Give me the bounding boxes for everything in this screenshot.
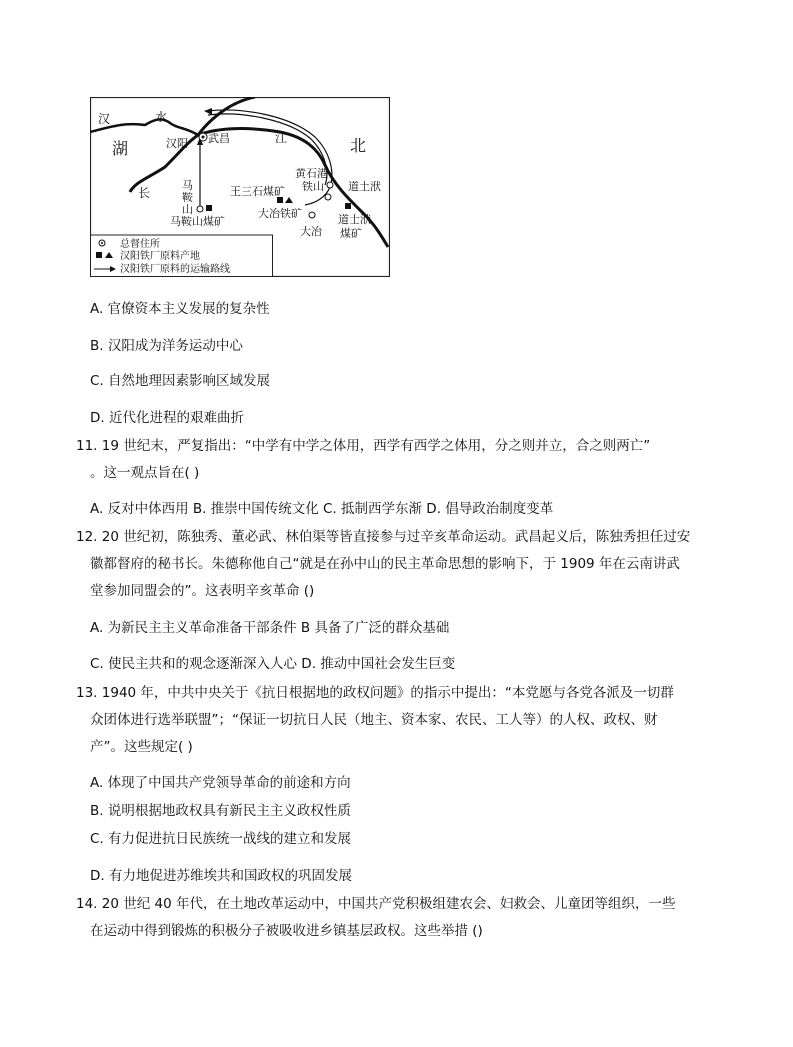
q14-stem-line2: 在运动中得到锻炼的积极分子被吸收进乡镇基层政权。这些举措 () bbox=[90, 923, 483, 939]
label-an: 鞍 bbox=[182, 191, 193, 204]
q12-stem-line1: 12. 20 世纪初，陈独秀、董必武、林伯渠等皆直接参与过辛亥革命运动。武昌起义后，陈独秀担任过安 bbox=[76, 529, 691, 545]
q13-option-a: A. 体现了中国共产党领导革命的前途和方向 bbox=[90, 775, 351, 791]
label-daotuqi-mine-2: 煤矿 bbox=[340, 227, 362, 240]
route-arrow-2 bbox=[204, 108, 212, 115]
q11-stem-line2: 。这一观点旨在( ) bbox=[90, 465, 200, 481]
label-maanshan-mine: 马鞍山煤矿 bbox=[170, 215, 225, 228]
map-figure bbox=[90, 97, 390, 277]
label-daotuqi: 道土洑 bbox=[348, 180, 381, 193]
label-shan: 山 bbox=[182, 203, 193, 216]
label-daye-tiekuang: 大冶铁矿 bbox=[258, 207, 302, 220]
q13-stem-line3: 产”。这些规定( ) bbox=[90, 739, 193, 755]
q13-option-d: D. 有力地促进苏维埃共和国政权的巩固发展 bbox=[90, 868, 352, 884]
maanshan-mine-marker bbox=[206, 205, 212, 211]
daotuqi-marker bbox=[325, 194, 331, 200]
q10-option-c: C. 自然地理因素影响区域发展 bbox=[90, 373, 271, 389]
q10-option-a: A. 官僚资本主义发展的复杂性 bbox=[90, 301, 270, 317]
label-huangshigang: 黄石港 bbox=[295, 167, 328, 180]
maanshan-marker bbox=[197, 206, 203, 212]
label-hanyang: 汉阳 bbox=[166, 137, 188, 150]
legend-route-label: 汉阳铁厂原料的运输路线 bbox=[120, 264, 230, 275]
q12-stem-line2: 徽都督府的秘书长。朱德称他自己“就是在孙中山的民主革命思想的影响下，于 1909 年在云南讲武 bbox=[90, 556, 680, 572]
label-jiang: 江 bbox=[275, 131, 288, 145]
label-wuchang: 武昌 bbox=[208, 132, 230, 145]
q11-stem-line1: 11. 19 世纪末，严复指出：“中学有中学之体用，西学有西学之体用，分之则并立，合之则两亡” bbox=[76, 438, 651, 454]
legend-origin-label: 汉阳铁厂原料产地 bbox=[120, 251, 200, 262]
q10-option-b: B. 汉阳成为洋务运动中心 bbox=[90, 338, 243, 354]
q12-stem-line3: 堂参加同盟会的”。这表明辛亥革命 () bbox=[90, 583, 315, 599]
q12-options-2: C. 使民主共和的观念逐渐深入人心 D. 推动中国社会发生巨变 bbox=[90, 656, 456, 672]
daye-marker bbox=[309, 212, 315, 218]
label-daotuqi-mine-1: 道士洑 bbox=[338, 213, 371, 226]
label-shui: 水 bbox=[155, 110, 168, 124]
map-svg bbox=[90, 97, 390, 277]
residence-dot bbox=[202, 136, 205, 139]
q13-option-c: C. 有力促进抗日民族统一战线的建立和发展 bbox=[90, 831, 352, 847]
yangtze-upper bbox=[130, 97, 255, 192]
label-chang: 长 bbox=[138, 186, 151, 200]
legend-origin-square bbox=[96, 252, 102, 258]
label-tieshan: 铁山 bbox=[302, 180, 324, 193]
q10-option-d: D. 近代化进程的艰难曲折 bbox=[90, 410, 244, 426]
label-han: 汉 bbox=[98, 112, 111, 126]
q12-options-1: A. 为新民主主义革命准备干部条件 B 具备了广泛的群众基础 bbox=[90, 620, 450, 636]
label-daye: 大冶 bbox=[300, 225, 322, 238]
daotuqi-mine-marker bbox=[345, 203, 351, 209]
q13-stem-line2: 众团体进行选举联盟”；“保证一切抗日人民（地主、资本家、农民、工人等）的人权、政权、财 bbox=[90, 712, 658, 728]
legend-residence-label: 总督住所 bbox=[120, 239, 160, 250]
q14-stem-line1: 14. 20 世纪 40 年代，在土地改革运动中，中国共产党积极组建农会、妇救会、儿童团等组织，一些 bbox=[76, 896, 676, 912]
label-wangsanshi: 王三石煤矿 bbox=[230, 185, 285, 198]
daye-iron-marker bbox=[285, 197, 293, 203]
label-hu: 湖 bbox=[112, 139, 129, 158]
q13-stem-line1: 13. 1940 年，中共中央关于《抗日根据地的政权问题》的指示中提出：“本党愿与各党各派及一切群 bbox=[76, 685, 674, 701]
label-bei: 北 bbox=[350, 136, 367, 155]
q13-option-b: B. 说明根据地政权具有新民主主义政权性质 bbox=[90, 803, 351, 819]
q11-options: A. 反对中体西用 B. 推崇中国传统文化 C. 抵制西学东渐 D. 倡导政治制度变革 bbox=[90, 501, 554, 517]
label-ma: 马 bbox=[182, 179, 193, 192]
tieshan-marker bbox=[327, 182, 333, 188]
